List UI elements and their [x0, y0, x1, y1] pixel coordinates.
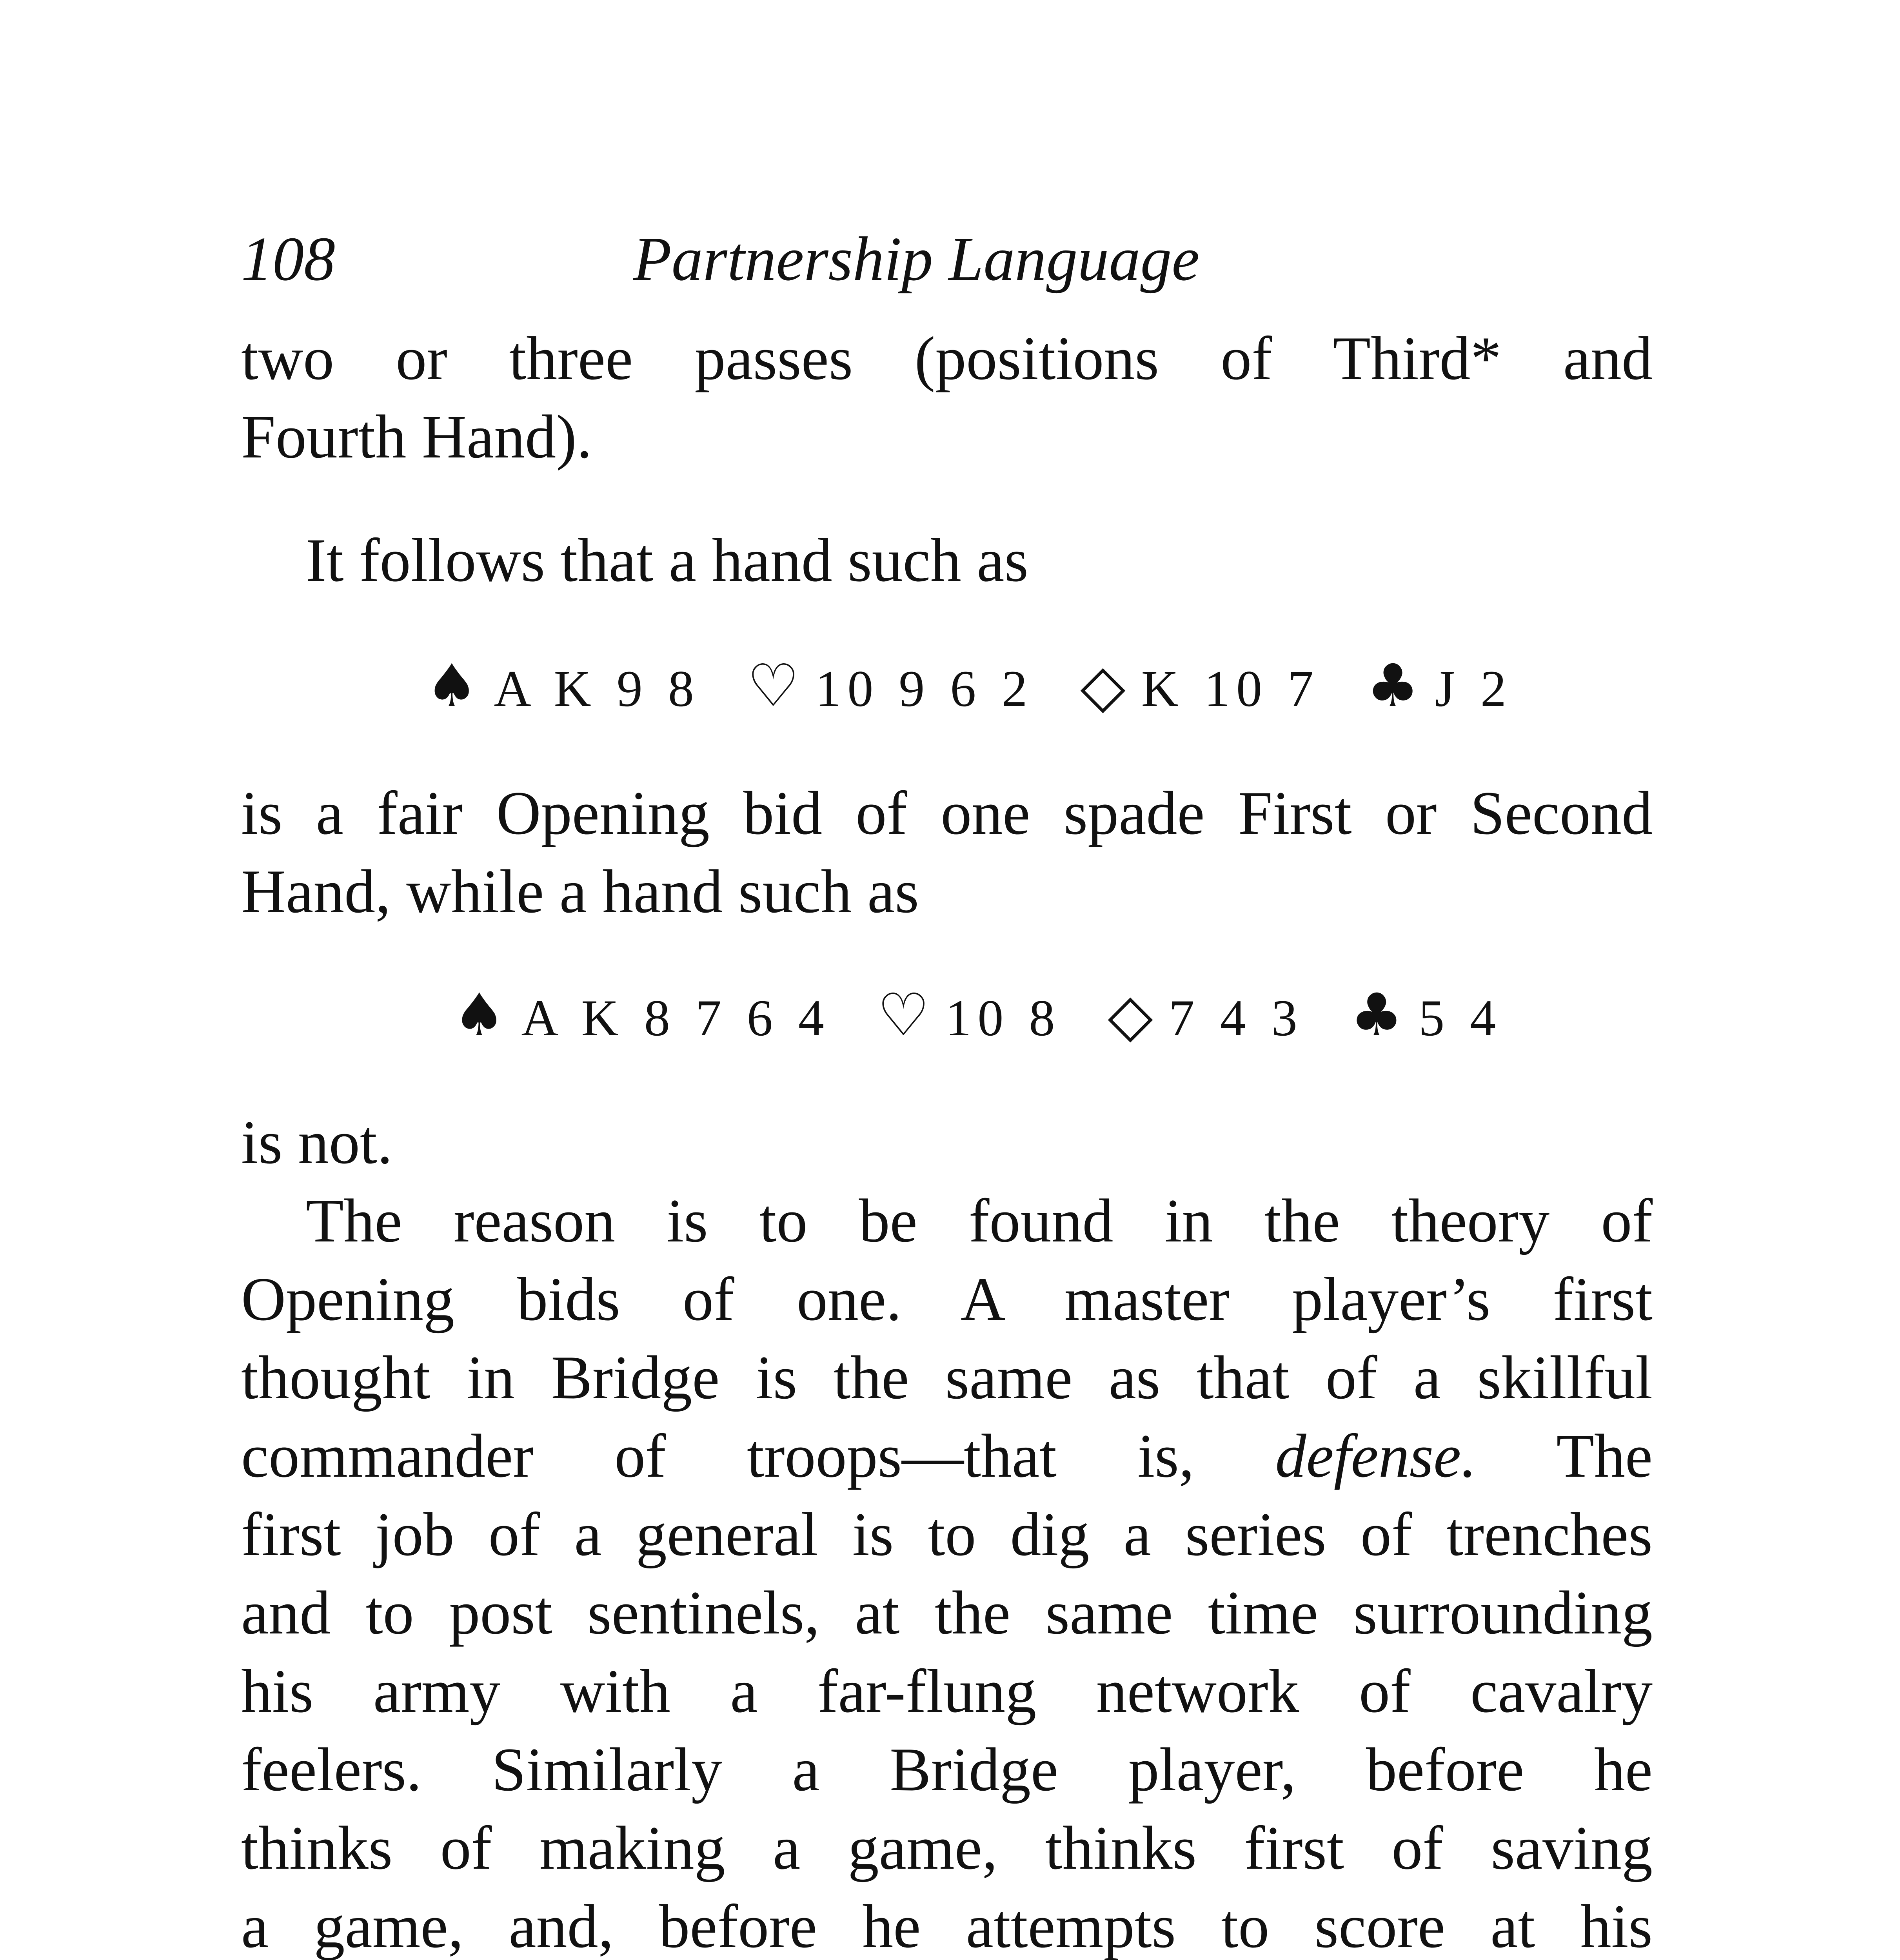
text-line: a game, and, before he attempts to score at his — [241, 1892, 1653, 1960]
diamond-icon: ◇ — [1080, 652, 1132, 720]
club-cards: J 2 — [1435, 660, 1513, 717]
text-segment: commander of troops—that is, — [241, 1422, 1195, 1490]
diamond-cards: K 10 7 — [1141, 660, 1320, 717]
text-line: two or three passes (positions of Third* and — [241, 324, 1653, 393]
text-line: Hand, while a hand such as — [241, 857, 919, 926]
spade-cards: A K 9 8 — [494, 660, 700, 717]
diamond-cards: 7 4 3 — [1168, 989, 1304, 1047]
bridge-hand-1 — [425, 647, 1540, 725]
text-line: is a fair Opening bid of one spade First or Second — [241, 779, 1653, 848]
heart-cards: 10 8 — [945, 989, 1061, 1047]
text-line: Fourth Hand). — [241, 403, 592, 471]
hand-1-spades — [425, 647, 700, 728]
hand-2-spades — [453, 976, 830, 1057]
page-number: 108 — [241, 224, 335, 294]
text-line — [241, 1417, 1653, 1495]
club-cards: 5 4 — [1419, 989, 1502, 1047]
heart-cards: 10 9 6 2 — [815, 660, 1034, 717]
text-line: his army with a far-flung network of cavalry — [241, 1657, 1653, 1726]
heart-icon: ♡ — [877, 981, 936, 1049]
hand-1-clubs — [1366, 647, 1513, 728]
club-icon: ♣ — [1350, 981, 1410, 1049]
spade-icon: ♠ — [453, 981, 512, 1049]
text-line: It follows that a hand such as — [306, 526, 1028, 595]
hand-2-diamonds — [1108, 976, 1303, 1057]
emphasis-defense: defense. — [1275, 1422, 1477, 1490]
hand-2-clubs — [1350, 976, 1502, 1057]
club-icon: ♣ — [1366, 652, 1426, 720]
bridge-hand-2 — [453, 976, 1529, 1054]
text-line: first job of a general is to dig a series of trenches — [241, 1500, 1653, 1569]
spade-icon: ♠ — [425, 652, 485, 720]
text-line: thinks of making a game, thinks first of saving — [241, 1814, 1653, 1882]
text-segment: The — [1556, 1422, 1653, 1490]
text-line: thought in Bridge is the same as that of a skillful — [241, 1343, 1653, 1412]
spade-cards: A K 8 7 6 4 — [521, 989, 830, 1047]
diamond-icon: ◇ — [1108, 981, 1159, 1049]
heart-icon: ♡ — [747, 652, 806, 720]
hand-1-hearts — [747, 647, 1034, 728]
text-line: is not. — [241, 1108, 393, 1177]
text-line: and to post sentinels, at the same time surrounding — [241, 1579, 1653, 1647]
text-line: Opening bids of one. A master player’s first — [241, 1265, 1653, 1334]
running-title: Partnership Language — [633, 224, 1200, 294]
page-header — [241, 220, 1653, 298]
text-line: feelers. Similarly a Bridge player, before he — [241, 1735, 1653, 1804]
hand-1-diamonds — [1080, 647, 1320, 728]
text-line: The reason is to be found in the theory of — [306, 1187, 1653, 1255]
hand-2-hearts — [877, 976, 1061, 1057]
